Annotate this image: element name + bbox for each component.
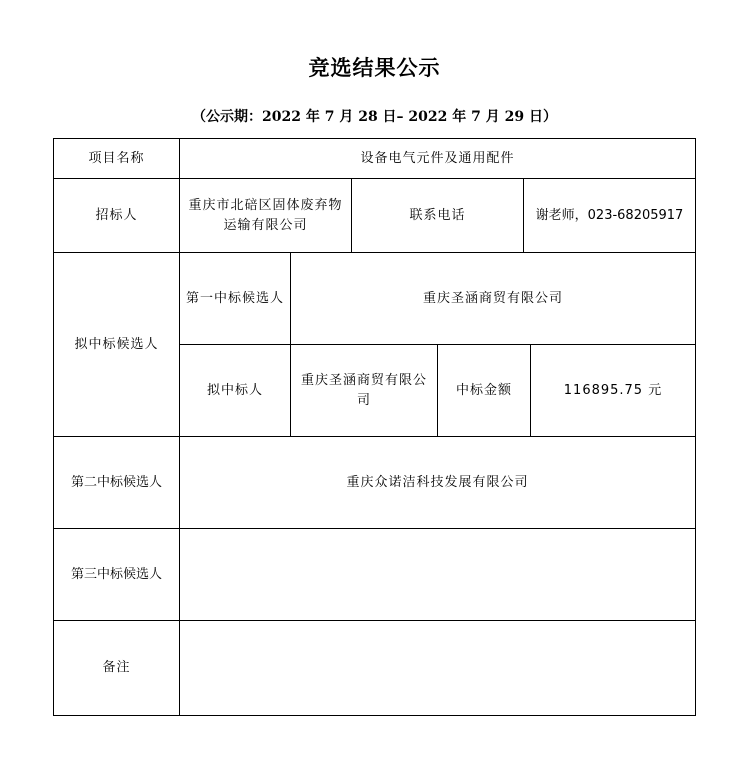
publicity-period: （公示期：2022 年 7 月 28 日– 2022 年 7 月 29 日） <box>192 109 557 125</box>
second-candidate-label: 第二中标候选人 <box>53 436 180 529</box>
document-title: 竞选结果公示 <box>308 55 441 80</box>
tenderer-label: 招标人 <box>53 178 180 253</box>
second-candidate-value: 重庆众诺洁科技发展有限公司 <box>179 436 696 529</box>
third-candidate-label: 第三中标候选人 <box>53 528 180 621</box>
remarks-value <box>179 620 696 716</box>
remarks-label: 备注 <box>53 620 180 716</box>
first-candidate-label: 第一中标候选人 <box>179 252 291 345</box>
proposed-candidate-label: 拟中标候选人 <box>53 252 180 437</box>
proposed-winner-label: 拟中标人 <box>179 344 291 437</box>
proposed-winner-value: 重庆圣涵商贸有限公司 <box>290 344 438 437</box>
bid-amount-value: 116895.75 元 <box>530 344 696 437</box>
project-name-value: 设备电气元件及通用配件 <box>179 138 696 179</box>
first-candidate-value: 重庆圣涵商贸有限公司 <box>290 252 696 345</box>
contact-phone-label: 联系电话 <box>351 178 524 253</box>
project-name-label: 项目名称 <box>53 138 180 179</box>
result-table <box>53 138 696 716</box>
contact-phone-value: 谢老师，023-68205917 <box>523 178 696 253</box>
tenderer-value: 重庆市北碚区固体废弃物运输有限公司 <box>179 178 352 253</box>
third-candidate-value <box>179 528 696 621</box>
bid-amount-label: 中标金额 <box>437 344 531 437</box>
